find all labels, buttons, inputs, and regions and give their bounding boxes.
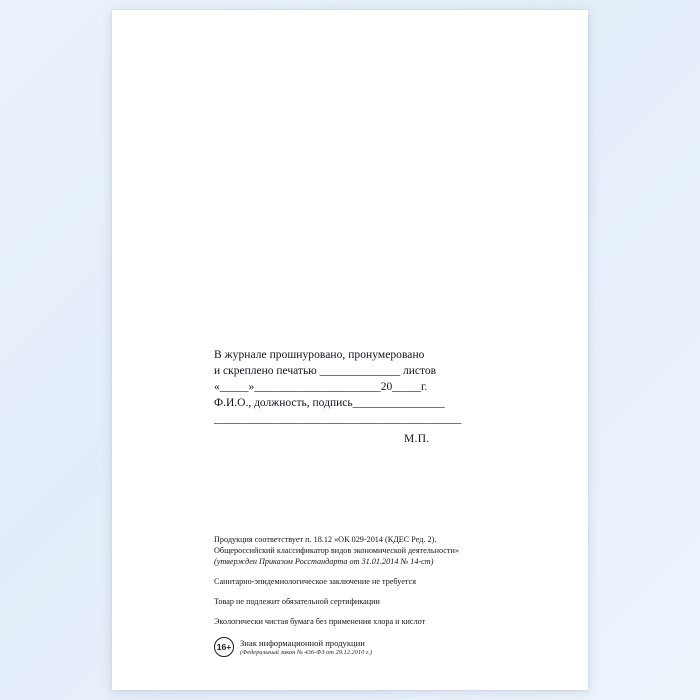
product-compliance-line-3: (утвержден Приказом Росстандарта от 31.01.2014 № 14-ст) (214, 557, 434, 566)
product-compliance-line-1: Продукция соответствует п. 18.12 «ОК 029-2014 (КДЕС Ред. 2). (214, 535, 437, 544)
legal-block (214, 534, 564, 659)
page-content (112, 10, 588, 690)
legal-spacer-2 (214, 587, 564, 596)
certification-note: Товар не подлежит обязательной сертификации (214, 597, 380, 606)
paper-eco-note: Экологически чистая бумага без применения хлора и кислот (214, 617, 426, 626)
info-product-law-reference: (Федеральный закон № 436-ФЗ от 29.12.2010 г.) (240, 649, 373, 656)
legal-spacer-1 (214, 567, 564, 576)
sanitary-note: Санитарно-эпидемиологическое заключение не требуется (214, 577, 416, 586)
certification-signature-line: Ф.И.О., должность, подпись________________ (214, 397, 445, 409)
certification-line-2: и скреплено печатью ______________ листов (214, 365, 437, 377)
product-compliance-line-2: Общероссийский классификатор видов экономической деятельности» (214, 546, 459, 555)
certification-line-1: В журнале прошнуровано, пронумеровано (214, 349, 425, 361)
certification-block (214, 347, 544, 427)
seal-mark: М.П. (404, 433, 430, 445)
certification-blank-line: ___________________________________________ (214, 413, 462, 425)
info-product-mark-label: Знак информационной продукции (240, 638, 365, 648)
age-rating-icon: 16+ (214, 637, 234, 657)
certification-date-line: «_____»______________________20_____г. (214, 381, 428, 393)
document-page (112, 10, 588, 690)
legal-spacer-3 (214, 607, 564, 616)
info-product-mark-row (214, 637, 564, 659)
